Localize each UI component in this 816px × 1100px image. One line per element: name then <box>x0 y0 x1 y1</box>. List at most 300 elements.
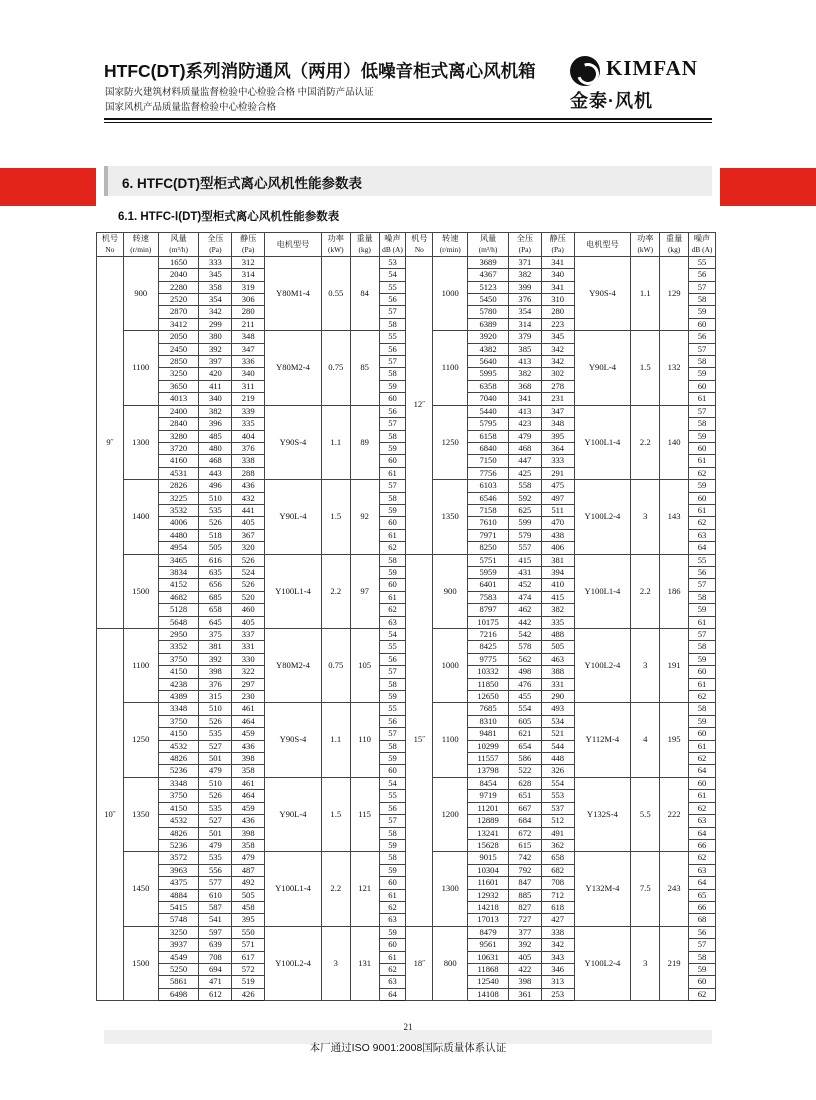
cell-weight: 110 <box>350 703 379 777</box>
cell-flow: 5648 <box>158 616 199 628</box>
cell-noise: 54 <box>379 777 406 789</box>
cell-noise: 60 <box>379 579 406 591</box>
cell-power: 5.5 <box>631 777 660 851</box>
cell-tp: 392 <box>199 343 232 355</box>
cell-tp: 527 <box>199 740 232 752</box>
cell-flow: 4682 <box>158 591 199 603</box>
cell-sp: 348 <box>232 331 265 343</box>
cell-sp: 348 <box>541 418 574 430</box>
cell-sp: 290 <box>541 691 574 703</box>
cell-flow: 4954 <box>158 542 199 554</box>
cell-sp: 330 <box>232 653 265 665</box>
cell-noise: 57 <box>379 480 406 492</box>
cell-sp: 572 <box>232 963 265 975</box>
cell-noise: 59 <box>379 691 406 703</box>
cell-tp: 379 <box>508 331 541 343</box>
cell-flow: 3750 <box>158 653 199 665</box>
th-sp-left: 静压 (Pa) <box>232 233 265 257</box>
cell-tp: 376 <box>199 678 232 690</box>
cell-flow: 3412 <box>158 318 199 330</box>
cell-tp: 656 <box>199 579 232 591</box>
th-no-left: 机号 No <box>97 233 124 257</box>
section-heading-bar <box>104 166 712 196</box>
cell-motor-model: Y80M1-4 <box>265 256 322 330</box>
cell-flow: 2840 <box>158 418 199 430</box>
cell-sp: 398 <box>232 753 265 765</box>
cell-tp: 541 <box>199 914 232 926</box>
cell-sp: 333 <box>541 455 574 467</box>
cell-flow: 10631 <box>468 951 509 963</box>
cell-tp: 375 <box>199 629 232 641</box>
cell-weight: 89 <box>350 405 379 479</box>
cell-noise: 61 <box>379 889 406 901</box>
cell-tp: 610 <box>199 889 232 901</box>
cell-sp: 302 <box>541 368 574 380</box>
cell-tp: 340 <box>199 393 232 405</box>
cell-sp: 464 <box>232 790 265 802</box>
cell-tp: 398 <box>199 666 232 678</box>
cell-flow: 4006 <box>158 517 199 529</box>
cell-tp: 376 <box>508 294 541 306</box>
cell-tp: 587 <box>199 901 232 913</box>
cell-rpm: 900 <box>123 256 158 330</box>
cell-sp: 398 <box>232 827 265 839</box>
cell-sp: 319 <box>232 281 265 293</box>
cell-sp: 310 <box>541 294 574 306</box>
cell-motor-model: Y90S-4 <box>265 703 322 777</box>
cell-noise: 60 <box>379 939 406 951</box>
cell-tp: 498 <box>508 666 541 678</box>
cell-motor-model: Y100L1-4 <box>574 405 631 479</box>
th-flow-left: 风量 (m³/h) <box>158 233 199 257</box>
cell-tp: 635 <box>199 566 232 578</box>
cell-flow: 17013 <box>468 914 509 926</box>
cell-sp: 459 <box>232 728 265 740</box>
cell-flow: 9561 <box>468 939 509 951</box>
cell-tp: 597 <box>199 926 232 938</box>
cell-tp: 397 <box>199 356 232 368</box>
header-subtitle-1: 国家防火建筑材料质量监督检验中心检验合格 中国消防产品认证 <box>105 87 374 98</box>
cell-flow: 7685 <box>468 703 509 715</box>
cell-flow: 10299 <box>468 740 509 752</box>
cell-noise: 55 <box>379 641 406 653</box>
cell-flow: 6358 <box>468 380 509 392</box>
cell-sp: 376 <box>232 442 265 454</box>
cell-tp: 405 <box>508 951 541 963</box>
cell-sp: 505 <box>541 641 574 653</box>
cell-sp: 331 <box>541 678 574 690</box>
cell-tp: 526 <box>199 715 232 727</box>
cell-noise: 60 <box>379 765 406 777</box>
th-kg-right: 重量 (kg) <box>660 233 689 257</box>
cell-weight: 129 <box>660 256 689 330</box>
th-rpm-left: 转速 (r/min) <box>123 233 158 257</box>
cell-flow: 3650 <box>158 380 199 392</box>
cell-flow: 12889 <box>468 815 509 827</box>
cell-noise: 64 <box>689 542 716 554</box>
cell-flow: 3750 <box>158 790 199 802</box>
cell-motor-model: Y90L-4 <box>574 331 631 405</box>
cell-flow: 4013 <box>158 393 199 405</box>
cell-flow: 8425 <box>468 641 509 653</box>
cell-noise: 58 <box>379 492 406 504</box>
cell-rpm: 1100 <box>433 703 468 777</box>
cell-noise: 62 <box>689 852 716 864</box>
cell-tp: 616 <box>199 554 232 566</box>
cell-motor-model: Y100L2-4 <box>574 926 631 1000</box>
cell-power: 2.2 <box>631 554 660 628</box>
cell-sp: 426 <box>232 988 265 1000</box>
cell-flow: 8479 <box>468 926 509 938</box>
cell-sp: 338 <box>232 455 265 467</box>
cell-noise: 60 <box>689 492 716 504</box>
cell-sp: 461 <box>232 703 265 715</box>
cell-flow: 5748 <box>158 914 199 926</box>
cell-sp: 345 <box>541 331 574 343</box>
cell-weight: 131 <box>350 926 379 1000</box>
cell-sp: 362 <box>541 839 574 851</box>
cell-noise: 57 <box>379 306 406 318</box>
cell-tp: 422 <box>508 963 541 975</box>
cell-rpm: 900 <box>433 554 468 628</box>
cell-sp: 459 <box>232 802 265 814</box>
cell-tp: 380 <box>199 331 232 343</box>
cell-sp: 395 <box>541 430 574 442</box>
cell-weight: 115 <box>350 777 379 851</box>
cell-sp: 297 <box>232 678 265 690</box>
cell-flow: 7756 <box>468 467 509 479</box>
cell-flow: 3963 <box>158 864 199 876</box>
cell-flow: 11868 <box>468 963 509 975</box>
cell-flow: 4389 <box>158 691 199 703</box>
cell-tp: 342 <box>199 306 232 318</box>
th-sp-right: 静压 (Pa) <box>541 233 574 257</box>
cell-noise: 55 <box>689 554 716 566</box>
cell-flow: 9775 <box>468 653 509 665</box>
cell-sp: 338 <box>541 926 574 938</box>
cell-tp: 479 <box>508 430 541 442</box>
cell-noise: 61 <box>379 529 406 541</box>
cell-sp: 493 <box>541 703 574 715</box>
cell-tp: 392 <box>199 653 232 665</box>
cell-sp: 312 <box>232 256 265 268</box>
cell-tp: 333 <box>199 256 232 268</box>
cell-tp: 354 <box>508 306 541 318</box>
page-title: HTFC(DT)系列消防通风（两用）低噪音柜式离心风机箱 <box>104 61 536 81</box>
cell-flow: 7040 <box>468 393 509 405</box>
cell-noise: 56 <box>379 715 406 727</box>
cell-tp: 479 <box>199 765 232 777</box>
cell-sp: 520 <box>232 591 265 603</box>
cell-tp: 314 <box>508 318 541 330</box>
cell-noise: 58 <box>379 827 406 839</box>
cell-tp: 639 <box>199 939 232 951</box>
cell-flow: 3920 <box>468 331 509 343</box>
cell-sp: 544 <box>541 740 574 752</box>
cell-tp: 558 <box>508 480 541 492</box>
cell-sp: 534 <box>541 715 574 727</box>
cell-noise: 58 <box>379 740 406 752</box>
cell-noise: 62 <box>689 467 716 479</box>
cell-flow: 3250 <box>158 926 199 938</box>
cell-tp: 462 <box>508 604 541 616</box>
cell-sp: 475 <box>541 480 574 492</box>
cell-sp: 223 <box>541 318 574 330</box>
cell-tp: 586 <box>508 753 541 765</box>
cell-sp: 341 <box>541 256 574 268</box>
cell-flow: 7971 <box>468 529 509 541</box>
cell-flow: 3689 <box>468 256 509 268</box>
cell-tp: 535 <box>199 728 232 740</box>
cell-noise: 61 <box>689 393 716 405</box>
cell-flow: 5440 <box>468 405 509 417</box>
performance-table <box>96 232 716 1001</box>
cell-tp: 672 <box>508 827 541 839</box>
cell-flow: 5236 <box>158 839 199 851</box>
cell-flow: 11850 <box>468 678 509 690</box>
cell-flow: 4532 <box>158 740 199 752</box>
cell-tp: 518 <box>199 529 232 541</box>
cell-sp: 487 <box>232 864 265 876</box>
cell-tp: 496 <box>199 480 232 492</box>
cell-tp: 480 <box>199 442 232 454</box>
cell-tp: 684 <box>508 815 541 827</box>
cell-noise: 59 <box>379 926 406 938</box>
cell-motor-model: Y100L2-4 <box>574 480 631 554</box>
cell-sp: 358 <box>232 839 265 851</box>
cell-tp: 501 <box>199 753 232 765</box>
cell-noise: 58 <box>689 641 716 653</box>
cell-tp: 562 <box>508 653 541 665</box>
cell-flow: 9015 <box>468 852 509 864</box>
cell-sp: 381 <box>541 554 574 566</box>
cell-noise: 58 <box>689 951 716 963</box>
cell-power: 1.1 <box>631 256 660 330</box>
cell-noise: 58 <box>379 554 406 566</box>
cell-sp: 497 <box>541 492 574 504</box>
cell-noise: 59 <box>689 963 716 975</box>
cell-flow: 4826 <box>158 753 199 765</box>
cell-noise: 59 <box>379 839 406 851</box>
cell-flow: 5959 <box>468 566 509 578</box>
th-no-right: 机号 No <box>406 233 433 257</box>
cell-sp: 231 <box>541 393 574 405</box>
cell-sp: 618 <box>541 901 574 913</box>
cell-sp: 347 <box>232 343 265 355</box>
cell-model-no: 18˝ <box>406 926 433 1000</box>
cell-power: 3 <box>631 629 660 703</box>
cell-noise: 61 <box>689 790 716 802</box>
cell-noise: 56 <box>379 802 406 814</box>
cell-noise: 56 <box>689 566 716 578</box>
cell-noise: 58 <box>689 418 716 430</box>
cell-tp: 423 <box>508 418 541 430</box>
cell-noise: 68 <box>689 914 716 926</box>
cell-motor-model: Y80M2-4 <box>265 629 322 703</box>
cell-sp: 394 <box>541 566 574 578</box>
cell-rpm: 1300 <box>433 852 468 926</box>
cell-weight: 140 <box>660 405 689 479</box>
cell-model-no: 15˝ <box>406 554 433 926</box>
cell-noise: 58 <box>689 356 716 368</box>
cell-tp: 542 <box>508 629 541 641</box>
cell-weight: 143 <box>660 480 689 554</box>
cell-noise: 58 <box>379 678 406 690</box>
cell-sp: 712 <box>541 889 574 901</box>
section-heading-text: 6. HTFC(DT)型柜式离心风机性能参数表 <box>122 176 362 191</box>
cell-sp: 526 <box>232 554 265 566</box>
cell-tp: 578 <box>508 641 541 653</box>
cell-noise: 64 <box>689 877 716 889</box>
cell-flow: 3720 <box>158 442 199 454</box>
cell-sp: 278 <box>541 380 574 392</box>
cell-tp: 628 <box>508 777 541 789</box>
cell-flow: 2950 <box>158 629 199 641</box>
cell-sp: 436 <box>232 480 265 492</box>
cell-sp: 367 <box>232 529 265 541</box>
cell-tp: 535 <box>199 852 232 864</box>
cell-tp: 510 <box>199 777 232 789</box>
cell-rpm: 1100 <box>123 331 158 405</box>
cell-weight: 243 <box>660 852 689 926</box>
cell-noise: 61 <box>379 591 406 603</box>
cell-sp: 340 <box>232 368 265 380</box>
cell-flow: 4884 <box>158 889 199 901</box>
cell-motor-model: Y132S-4 <box>574 777 631 851</box>
cell-sp: 288 <box>232 467 265 479</box>
cell-rpm: 1300 <box>123 405 158 479</box>
cell-power: 2.2 <box>321 554 350 628</box>
cell-sp: 550 <box>232 926 265 938</box>
cell-noise: 62 <box>379 963 406 975</box>
cell-tp: 694 <box>199 963 232 975</box>
footer-note: 本厂通过ISO 9001:2008国际质量体系认证 <box>309 1042 507 1054</box>
cell-flow: 8797 <box>468 604 509 616</box>
cell-weight: 121 <box>350 852 379 926</box>
cell-tp: 599 <box>508 517 541 529</box>
cell-flow: 5751 <box>468 554 509 566</box>
cell-model-no: 12˝ <box>406 256 433 554</box>
cell-tp: 471 <box>199 976 232 988</box>
cell-weight: 219 <box>660 926 689 1000</box>
cell-rpm: 1450 <box>123 852 158 926</box>
cell-tp: 510 <box>199 492 232 504</box>
cell-tp: 742 <box>508 852 541 864</box>
cell-tp: 381 <box>199 641 232 653</box>
cell-flow: 14108 <box>468 988 509 1000</box>
cell-flow: 5640 <box>468 356 509 368</box>
logo-text-en: KIMFAN <box>606 56 698 80</box>
cell-motor-model: Y100L2-4 <box>265 926 322 1000</box>
cell-flow: 4367 <box>468 269 509 281</box>
cell-noise: 57 <box>689 629 716 641</box>
cell-noise: 59 <box>379 566 406 578</box>
cell-flow: 5780 <box>468 306 509 318</box>
cell-power: 1.1 <box>321 703 350 777</box>
cell-motor-model: Y100L2-4 <box>574 629 631 703</box>
cell-sp: 326 <box>541 765 574 777</box>
cell-rpm: 1200 <box>433 777 468 851</box>
cell-noise: 58 <box>689 294 716 306</box>
cell-flow: 2280 <box>158 281 199 293</box>
cell-noise: 60 <box>689 318 716 330</box>
cell-weight: 222 <box>660 777 689 851</box>
cell-sp: 470 <box>541 517 574 529</box>
cell-sp: 364 <box>541 442 574 454</box>
th-db-right: 噪声 dB (A) <box>689 233 716 257</box>
cell-tp: 382 <box>199 405 232 417</box>
cell-flow: 5250 <box>158 963 199 975</box>
cell-noise: 57 <box>689 343 716 355</box>
cell-tp: 345 <box>199 269 232 281</box>
cell-sp: 219 <box>232 393 265 405</box>
cell-flow: 2050 <box>158 331 199 343</box>
cell-power: 0.75 <box>321 331 350 405</box>
cell-tp: 476 <box>508 678 541 690</box>
cell-sp: 460 <box>232 604 265 616</box>
cell-rpm: 1250 <box>433 405 468 479</box>
cell-noise: 60 <box>379 517 406 529</box>
cell-flow: 8250 <box>468 542 509 554</box>
cell-sp: 311 <box>232 380 265 392</box>
cell-noise: 59 <box>689 480 716 492</box>
cell-flow: 6840 <box>468 442 509 454</box>
cell-noise: 59 <box>379 442 406 454</box>
cell-power: 1.5 <box>321 480 350 554</box>
cell-flow: 5995 <box>468 368 509 380</box>
cell-flow: 13241 <box>468 827 509 839</box>
cell-sp: 314 <box>232 269 265 281</box>
cell-noise: 60 <box>379 393 406 405</box>
cell-flow: 7583 <box>468 591 509 603</box>
cell-tp: 685 <box>199 591 232 603</box>
cell-flow: 11557 <box>468 753 509 765</box>
cell-sp: 526 <box>232 579 265 591</box>
cell-tp: 420 <box>199 368 232 380</box>
cell-motor-model: Y90L-4 <box>265 777 322 851</box>
cell-noise: 57 <box>379 418 406 430</box>
cell-tp: 654 <box>508 740 541 752</box>
cell-tp: 485 <box>199 430 232 442</box>
cell-rpm: 1350 <box>123 777 158 851</box>
cell-sp: 331 <box>232 641 265 653</box>
cell-sp: 464 <box>232 715 265 727</box>
cell-flow: 11201 <box>468 802 509 814</box>
cell-flow: 4826 <box>158 827 199 839</box>
cell-sp: 708 <box>541 877 574 889</box>
cell-power: 1.5 <box>321 777 350 851</box>
cell-sp: 320 <box>232 542 265 554</box>
cell-flow: 7158 <box>468 504 509 516</box>
cell-sp: 505 <box>232 889 265 901</box>
cell-noise: 63 <box>689 864 716 876</box>
cell-sp: 306 <box>232 294 265 306</box>
cell-noise: 59 <box>689 306 716 318</box>
cell-tp: 556 <box>199 864 232 876</box>
cell-motor-model: Y90L-4 <box>265 480 322 554</box>
cell-rpm: 1500 <box>123 554 158 628</box>
cell-weight: 132 <box>660 331 689 405</box>
cell-tp: 827 <box>508 901 541 913</box>
document-header <box>96 58 720 128</box>
cell-noise: 56 <box>689 926 716 938</box>
cell-noise: 55 <box>689 256 716 268</box>
cell-flow: 10304 <box>468 864 509 876</box>
cell-sp: 342 <box>541 356 574 368</box>
cell-tp: 354 <box>199 294 232 306</box>
cell-noise: 62 <box>379 604 406 616</box>
cell-flow: 9719 <box>468 790 509 802</box>
